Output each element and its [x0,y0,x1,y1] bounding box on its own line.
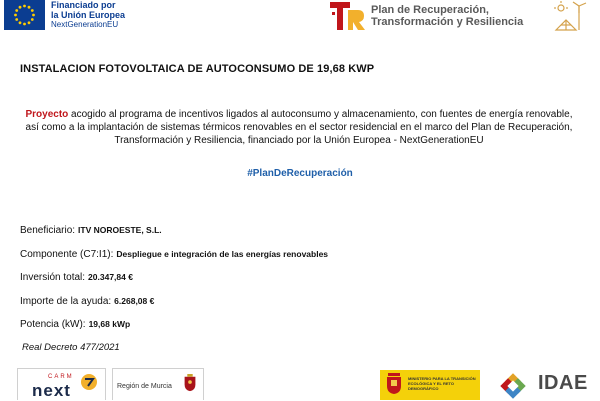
carm-mark-icon [80,373,98,391]
region-murcia-logo [112,368,204,400]
inversion-row [20,272,133,283]
importe-label: Importe de la ayuda: [20,296,112,307]
decree-reference: Real Decreto 477/2021 [22,342,120,353]
beneficiario-label: Beneficiario: [20,225,76,236]
idae-logo-icon [490,368,536,400]
prtr-logo-icon [328,0,366,32]
componente-label: Componente (C7:I1): [20,249,114,260]
potencia-value: 19,68 kWp [88,319,131,329]
potencia-label: Potencia (kW): [20,319,86,330]
ministerio-text: MINISTERIO PARA LA TRANSICIÓN ECOLÓGICA Y EL RETO DEMOGRÁFICO [408,376,476,391]
componente-value: Despliegue e integración de las energías renovables [116,249,329,259]
prtr-line-2: Transformación y Resiliencia [371,16,524,28]
importe-value: 6.268,08 € [114,296,155,306]
carm-next-logo [17,368,106,400]
beneficiario-value: ITV NOROESTE, S.L. [78,225,162,235]
importe-row [20,296,154,307]
carm-label: CARM [48,374,74,380]
murcia-label: Región de Murcia [117,383,172,390]
next-label: next [32,381,71,400]
beneficiario-row [20,225,162,236]
spain-shield-icon [385,373,403,395]
eu-funding-logo [4,0,152,30]
description-lead: Proyecto [25,109,69,120]
eu-flag-icon [4,0,45,30]
ministerio-logo [380,370,480,400]
potencia-row [20,319,130,330]
murcia-crest-icon [183,374,197,392]
eu-line-1: Financiado por [51,0,116,10]
prtr-line-1: Plan de Recuperación, [371,4,489,16]
eu-line-3: NextGenerationEU [51,20,119,29]
eu-line-2: la Unión Europea [51,10,126,20]
eu-funding-text [51,0,125,30]
hashtag: #PlanDeRecuperación [247,168,353,179]
inversion-label: Inversión total: [20,272,86,283]
document-title: INSTALACION FOTOVOLTAICA DE AUTOCONSUMO DE 19,68 KWP [20,63,375,75]
prtr-text [371,4,523,28]
project-description [20,108,578,147]
inversion-value: 20.347,84 € [88,272,133,282]
componente-row [20,249,328,260]
description-body: acogido al programa de incentivos ligados al autoconsumo y almacenamiento, con fuentes de energía renovable, así como a la implantación de sistemas térmicos renovables en el sector residencial en el marco del Plan de Recuperación, Transformación y Resiliencia, financiado por la Unión Europea - NextGenerationEU [25,109,573,146]
idae-label: IDAE [538,372,588,394]
solar-wind-icon [552,0,592,34]
